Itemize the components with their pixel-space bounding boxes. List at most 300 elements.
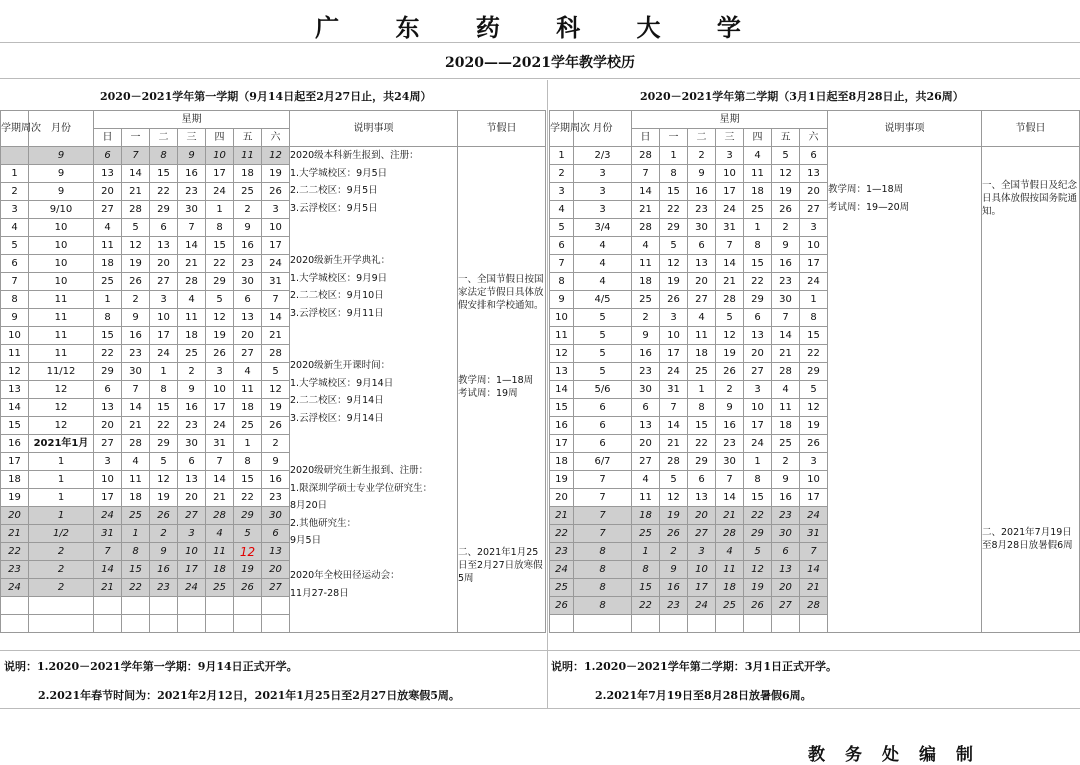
- day-cell: 21: [716, 507, 744, 525]
- day-cell: [178, 597, 206, 615]
- day-cell: 25: [632, 525, 660, 543]
- day-cell: 10: [94, 471, 122, 489]
- day-cell: 30: [688, 219, 716, 237]
- day-cell: 11: [122, 471, 150, 489]
- day-cell: 9: [632, 327, 660, 345]
- day-cell: 7: [772, 309, 800, 327]
- day-cell: [744, 615, 772, 633]
- day-cell: 10: [800, 237, 828, 255]
- day-cell: 1: [744, 453, 772, 471]
- weekday-header: 一: [660, 129, 688, 147]
- day-cell: 9: [150, 543, 178, 561]
- day-cell: 11: [234, 147, 262, 165]
- day-cell: 26: [744, 597, 772, 615]
- day-cell: 28: [772, 363, 800, 381]
- day-cell: 10: [206, 381, 234, 399]
- day-cell: [234, 597, 262, 615]
- week-number: 20: [1, 507, 29, 525]
- month-cell: 3: [574, 201, 632, 219]
- month-cell: 6: [574, 399, 632, 417]
- day-cell: 20: [234, 327, 262, 345]
- month-cell: 7: [574, 489, 632, 507]
- day-cell: 29: [800, 363, 828, 381]
- week-number: 15: [550, 399, 574, 417]
- day-cell: 15: [800, 327, 828, 345]
- day-cell: 14: [178, 237, 206, 255]
- week-number: 6: [1, 255, 29, 273]
- day-cell: 13: [772, 561, 800, 579]
- month-cell: 6: [574, 417, 632, 435]
- day-cell: 9: [660, 561, 688, 579]
- day-cell: 8: [206, 219, 234, 237]
- day-cell: 30: [178, 435, 206, 453]
- day-cell: 26: [772, 201, 800, 219]
- day-cell: 14: [262, 309, 290, 327]
- day-cell: 1: [800, 291, 828, 309]
- day-cell: 20: [94, 417, 122, 435]
- note-line: [290, 235, 457, 253]
- day-cell: 25: [632, 291, 660, 309]
- day-cell: 3: [206, 363, 234, 381]
- note-line: [290, 217, 457, 235]
- day-cell: 20: [772, 579, 800, 597]
- day-cell: 23: [688, 201, 716, 219]
- day-cell: 30: [716, 453, 744, 471]
- day-cell: [262, 597, 290, 615]
- day-cell: 7: [632, 165, 660, 183]
- day-cell: 8: [660, 165, 688, 183]
- note-line: 1.大学城校区：9月5日: [290, 167, 388, 179]
- day-cell: 30: [772, 525, 800, 543]
- day-cell: 17: [800, 255, 828, 273]
- day-cell: 7: [206, 453, 234, 471]
- day-cell: 18: [632, 273, 660, 291]
- week-number: [550, 615, 574, 633]
- weekday-header: 六: [262, 129, 290, 147]
- day-cell: 1: [94, 291, 122, 309]
- day-cell: 27: [94, 201, 122, 219]
- explanation-divider: [0, 650, 1080, 651]
- day-cell: 8: [688, 399, 716, 417]
- day-cell: 7: [262, 291, 290, 309]
- day-cell: 23: [178, 183, 206, 201]
- day-cell: 29: [660, 219, 688, 237]
- week-number: [1, 147, 29, 165]
- month-cell: 3/4: [574, 219, 632, 237]
- day-cell: 30: [178, 201, 206, 219]
- day-cell: 22: [206, 255, 234, 273]
- note-line: 3.云浮校区：9月14日: [290, 412, 384, 424]
- weekday-group-header: 星期: [632, 111, 828, 129]
- month-cell: 7: [574, 471, 632, 489]
- day-cell: 27: [632, 453, 660, 471]
- day-cell: 25: [178, 345, 206, 363]
- weekday-header: 四: [744, 129, 772, 147]
- day-cell: 5: [234, 525, 262, 543]
- day-cell: 10: [688, 561, 716, 579]
- day-cell: 16: [234, 237, 262, 255]
- day-cell: 14: [772, 327, 800, 345]
- semester2-explanation-1: 说明：1.2020－2021学年第二学期：3月1日正式开学。: [551, 660, 838, 673]
- week-column-header: 学期周次: [1, 111, 29, 147]
- day-cell: 16: [632, 345, 660, 363]
- day-cell: 15: [744, 489, 772, 507]
- week-number: [1, 615, 29, 633]
- day-cell: 11: [178, 309, 206, 327]
- day-cell: 24: [688, 597, 716, 615]
- day-cell: 20: [800, 183, 828, 201]
- semester2-calendar-table: [549, 110, 1080, 633]
- month-cell: 1: [29, 489, 94, 507]
- day-cell: 30: [122, 363, 150, 381]
- month-cell: 8: [574, 543, 632, 561]
- day-cell: 20: [262, 561, 290, 579]
- day-cell: 8: [234, 453, 262, 471]
- day-cell: 7: [660, 399, 688, 417]
- week-number: 4: [550, 201, 574, 219]
- document-title: 广 东 药 科 大 学: [315, 13, 765, 42]
- day-cell: 2: [716, 381, 744, 399]
- day-cell: 11: [772, 399, 800, 417]
- teaching-weeks-note: 教学周：1—18周: [458, 375, 534, 386]
- day-cell: 31: [660, 381, 688, 399]
- day-cell: 1: [632, 543, 660, 561]
- day-cell: 13: [178, 471, 206, 489]
- day-cell: 15: [150, 399, 178, 417]
- month-cell: 1: [29, 471, 94, 489]
- day-cell: 24: [178, 579, 206, 597]
- month-cell: 9: [29, 147, 94, 165]
- day-cell: 15: [234, 471, 262, 489]
- day-cell: [660, 615, 688, 633]
- day-cell: 12: [122, 237, 150, 255]
- day-cell: 23: [150, 579, 178, 597]
- day-cell: 1: [688, 381, 716, 399]
- note-line: [290, 445, 457, 463]
- day-cell: 12: [716, 327, 744, 345]
- day-cell: 13: [800, 165, 828, 183]
- header-row: [550, 111, 1080, 129]
- day-cell: 28: [206, 507, 234, 525]
- note-line: 3.云浮校区：9月11日: [290, 307, 384, 319]
- day-cell: 16: [262, 471, 290, 489]
- day-cell: 2: [632, 309, 660, 327]
- day-cell: 9: [772, 471, 800, 489]
- day-cell: 14: [632, 183, 660, 201]
- day-cell: 16: [178, 399, 206, 417]
- day-cell: 26: [660, 291, 688, 309]
- day-cell: 29: [744, 525, 772, 543]
- day-cell: [150, 597, 178, 615]
- day-cell: 12: [206, 309, 234, 327]
- day-cell: 23: [660, 597, 688, 615]
- day-cell: 24: [94, 507, 122, 525]
- day-cell: 5: [744, 543, 772, 561]
- day-cell: 17: [262, 237, 290, 255]
- day-cell: 30: [772, 291, 800, 309]
- day-cell: 27: [688, 291, 716, 309]
- day-cell: 24: [800, 507, 828, 525]
- day-cell: 6: [744, 309, 772, 327]
- day-cell: 8: [122, 543, 150, 561]
- day-cell: 27: [688, 525, 716, 543]
- day-cell: 18: [744, 183, 772, 201]
- day-cell: 11: [688, 327, 716, 345]
- day-cell: 8: [94, 309, 122, 327]
- day-cell: 11: [632, 489, 660, 507]
- day-cell: 18: [716, 579, 744, 597]
- notes-column: [290, 147, 458, 633]
- exam-weeks-note: 考试周：19周: [458, 388, 518, 399]
- day-cell: 28: [122, 201, 150, 219]
- day-cell: 26: [660, 525, 688, 543]
- semester2-title: 2020－2021学年第二学期（3月1日起至8月28日止，共26周）: [640, 90, 964, 103]
- day-cell: 1: [150, 363, 178, 381]
- day-cell: 8: [150, 147, 178, 165]
- day-cell: 8: [632, 561, 660, 579]
- day-cell: [122, 615, 150, 633]
- title-divider: [0, 42, 1080, 43]
- day-cell: 4: [632, 471, 660, 489]
- month-cell: 7: [574, 525, 632, 543]
- day-cell: 13: [688, 489, 716, 507]
- day-cell: 3: [800, 219, 828, 237]
- day-cell: 15: [122, 561, 150, 579]
- day-cell: 18: [234, 399, 262, 417]
- day-cell: 2: [772, 219, 800, 237]
- day-cell: 10: [716, 165, 744, 183]
- day-cell: [716, 615, 744, 633]
- day-cell: 25: [744, 201, 772, 219]
- day-cell: 8: [150, 381, 178, 399]
- day-cell: 6: [772, 543, 800, 561]
- day-cell: [800, 615, 828, 633]
- day-cell: 27: [800, 201, 828, 219]
- day-cell: 17: [660, 345, 688, 363]
- day-cell: 26: [206, 345, 234, 363]
- day-cell: 6: [632, 399, 660, 417]
- day-cell: 21: [772, 345, 800, 363]
- day-cell: 7: [800, 543, 828, 561]
- month-cell: 2/3: [574, 147, 632, 165]
- day-cell: 15: [744, 255, 772, 273]
- day-cell: 20: [688, 507, 716, 525]
- day-cell: 13: [688, 255, 716, 273]
- day-cell: 19: [744, 579, 772, 597]
- day-cell: 22: [94, 345, 122, 363]
- day-cell: 21: [660, 435, 688, 453]
- day-cell: 28: [632, 219, 660, 237]
- day-cell: 30: [234, 273, 262, 291]
- day-cell: 4: [234, 363, 262, 381]
- week-number: 2: [1, 183, 29, 201]
- week-number: 1: [550, 147, 574, 165]
- day-cell: 19: [262, 399, 290, 417]
- day-cell: 15: [150, 165, 178, 183]
- day-cell: 12: [744, 561, 772, 579]
- footer-divider: [0, 708, 1080, 709]
- day-cell: 14: [800, 561, 828, 579]
- day-cell: 13: [262, 543, 290, 561]
- note-line: 3.云浮校区：9月5日: [290, 202, 378, 214]
- day-cell: 22: [660, 201, 688, 219]
- week-number: 18: [550, 453, 574, 471]
- month-cell: 3: [574, 165, 632, 183]
- day-cell: 29: [234, 507, 262, 525]
- week-row: [1, 147, 546, 165]
- week-number: 2: [550, 165, 574, 183]
- day-cell: 21: [122, 183, 150, 201]
- week-number: 26: [550, 597, 574, 615]
- day-cell: 9: [262, 453, 290, 471]
- week-number: 4: [1, 219, 29, 237]
- day-cell: [150, 615, 178, 633]
- month-cell: 2: [29, 543, 94, 561]
- day-cell: 15: [660, 183, 688, 201]
- day-cell: 15: [206, 237, 234, 255]
- day-cell: 18: [234, 165, 262, 183]
- day-cell: 9: [716, 399, 744, 417]
- week-column-header: 学期周次: [550, 111, 574, 147]
- day-cell: 14: [122, 165, 150, 183]
- day-cell: 1: [122, 525, 150, 543]
- day-cell: 5: [150, 453, 178, 471]
- day-cell: 10: [660, 327, 688, 345]
- day-cell: 6: [800, 147, 828, 165]
- week-number: [1, 597, 29, 615]
- day-cell: 3: [660, 309, 688, 327]
- day-cell: 16: [150, 561, 178, 579]
- day-cell: 11: [716, 561, 744, 579]
- header-row: [1, 111, 546, 129]
- day-cell: 29: [744, 291, 772, 309]
- day-cell: 15: [94, 327, 122, 345]
- day-cell: [178, 615, 206, 633]
- month-cell: 9/10: [29, 201, 94, 219]
- day-cell: 27: [234, 345, 262, 363]
- day-cell: 12: [800, 399, 828, 417]
- month-cell: [29, 597, 94, 615]
- day-cell: 12: [234, 543, 262, 561]
- day-cell: 31: [262, 273, 290, 291]
- day-cell: 24: [716, 201, 744, 219]
- day-cell: 2: [150, 525, 178, 543]
- day-cell: 19: [716, 345, 744, 363]
- day-cell: 28: [716, 291, 744, 309]
- day-cell: 19: [122, 255, 150, 273]
- day-cell: 24: [800, 273, 828, 291]
- month-cell: 11: [29, 309, 94, 327]
- day-cell: 4: [94, 219, 122, 237]
- month-cell: 12: [29, 399, 94, 417]
- month-cell: 7: [574, 507, 632, 525]
- day-cell: 23: [716, 435, 744, 453]
- month-cell: 11: [29, 327, 94, 345]
- day-cell: 16: [660, 579, 688, 597]
- day-cell: 2: [262, 435, 290, 453]
- day-cell: 25: [772, 435, 800, 453]
- day-cell: 8: [800, 309, 828, 327]
- day-cell: 16: [178, 165, 206, 183]
- day-cell: 1: [744, 219, 772, 237]
- day-cell: 25: [688, 363, 716, 381]
- day-cell: [632, 615, 660, 633]
- day-cell: [122, 597, 150, 615]
- day-cell: 10: [150, 309, 178, 327]
- day-cell: 5: [772, 147, 800, 165]
- month-cell: 8: [574, 579, 632, 597]
- day-cell: 19: [772, 183, 800, 201]
- day-cell: 28: [716, 525, 744, 543]
- note-line: 2020级本科新生报到、注册：: [290, 150, 419, 161]
- day-cell: 19: [660, 273, 688, 291]
- day-cell: 23: [122, 345, 150, 363]
- day-cell: 21: [632, 201, 660, 219]
- day-cell: 3: [94, 453, 122, 471]
- day-cell: 7: [716, 237, 744, 255]
- day-cell: 14: [94, 561, 122, 579]
- note-line: 2.二二校区：9月14日: [290, 395, 384, 406]
- day-cell: 1: [206, 201, 234, 219]
- day-cell: 3: [150, 291, 178, 309]
- week-number: 20: [550, 489, 574, 507]
- day-cell: 24: [660, 363, 688, 381]
- day-cell: 3: [262, 201, 290, 219]
- note-line: 2.二二校区：9月5日: [290, 185, 378, 196]
- week-number: 10: [1, 327, 29, 345]
- week-number: 3: [550, 183, 574, 201]
- day-cell: 13: [94, 165, 122, 183]
- week-row: [550, 147, 1080, 165]
- week-number: 19: [550, 471, 574, 489]
- day-cell: 23: [772, 507, 800, 525]
- day-cell: 12: [150, 471, 178, 489]
- week-number: 21: [1, 525, 29, 543]
- day-cell: 19: [262, 165, 290, 183]
- day-cell: 22: [150, 417, 178, 435]
- day-cell: 4: [122, 453, 150, 471]
- month-cell: 3: [574, 183, 632, 201]
- day-cell: 26: [262, 417, 290, 435]
- day-cell: 16: [688, 183, 716, 201]
- week-number: 23: [1, 561, 29, 579]
- month-cell: 12: [29, 381, 94, 399]
- month-cell: 10: [29, 237, 94, 255]
- day-cell: 2: [660, 543, 688, 561]
- day-cell: 22: [122, 579, 150, 597]
- day-cell: 18: [688, 345, 716, 363]
- day-cell: 22: [800, 345, 828, 363]
- day-cell: 5: [716, 309, 744, 327]
- day-cell: 28: [178, 273, 206, 291]
- month-cell: 4: [574, 237, 632, 255]
- day-cell: 31: [800, 525, 828, 543]
- day-cell: 3: [800, 453, 828, 471]
- day-cell: 17: [94, 489, 122, 507]
- day-cell: 31: [94, 525, 122, 543]
- day-cell: 2: [178, 363, 206, 381]
- day-cell: 30: [262, 507, 290, 525]
- day-cell: 24: [206, 183, 234, 201]
- day-cell: 1: [660, 147, 688, 165]
- month-column-header: 月份: [29, 111, 94, 147]
- day-cell: 29: [206, 273, 234, 291]
- day-cell: 6: [262, 525, 290, 543]
- exam-weeks-note: 考试周：19—20周: [828, 201, 910, 213]
- day-cell: 6: [94, 147, 122, 165]
- semester2-explanation-2: 2.2021年7月19日至8月28日放暑假6周。: [595, 689, 812, 702]
- month-cell: 1: [29, 507, 94, 525]
